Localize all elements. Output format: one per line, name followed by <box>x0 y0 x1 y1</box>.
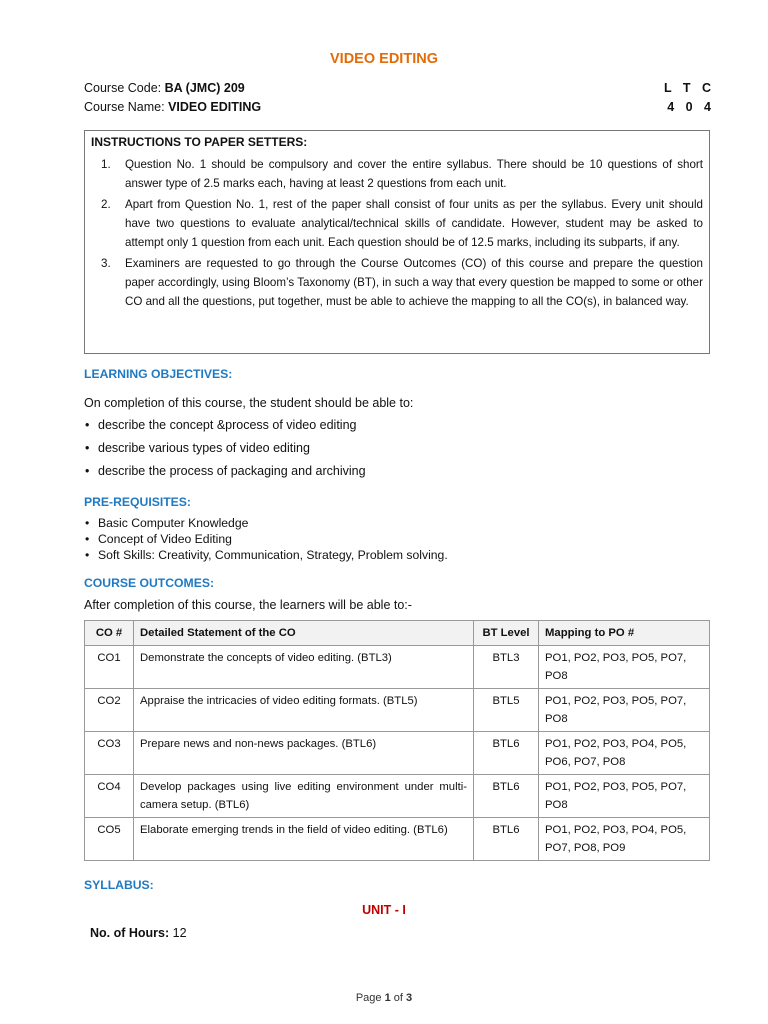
list-item: • describe the concept &process of video editing <box>84 418 366 441</box>
instruction-item <box>91 155 703 193</box>
po-mapping-cell: PO1, PO2, PO3, PO5, PO7, PO8 <box>539 689 710 732</box>
course-code-label: Course Code: <box>84 81 165 95</box>
list-item: • Basic Computer Knowledge <box>84 516 448 532</box>
table-row <box>85 775 710 818</box>
course-name-label: Course Name: <box>84 100 169 114</box>
instruction-text: Apart from Question No. 1, rest of the paper shall consist of four units as per the syllabus. Every unit should have two questions to evaluate analytical/technical skills of candidate. However, student may be asked to attempt only 1 question from each unit. Each question should be of 12.5 marks, including its subparts, if any. <box>125 198 703 249</box>
co-statement-cell: Appraise the intricacies of video editing formats. (BTL5) <box>134 689 474 732</box>
instructions-heading: INSTRUCTIONS TO PAPER SETTERS: <box>91 135 308 149</box>
course-code <box>84 81 245 95</box>
course-outcomes-intro: After completion of this course, the learners will be able to:- <box>84 598 412 612</box>
co-id-cell: CO2 <box>85 689 134 732</box>
column-header: BT Level <box>474 621 539 646</box>
co-id-cell: CO4 <box>85 775 134 818</box>
bt-level-cell: BTL6 <box>474 775 539 818</box>
bt-level-cell: BTL5 <box>474 689 539 732</box>
learning-objectives-heading: LEARNING OBJECTIVES: <box>84 367 233 381</box>
page-number: 1 <box>384 992 391 1004</box>
course-name <box>84 100 261 114</box>
page-total: 3 <box>406 992 413 1004</box>
page-footer <box>0 992 768 1004</box>
learning-objectives-list <box>84 418 366 487</box>
course-outcomes-heading: COURSE OUTCOMES: <box>84 576 215 590</box>
po-mapping-cell: PO1, PO2, PO3, PO4, PO5, PO6, PO7, PO8 <box>539 732 710 775</box>
course-outcomes-table <box>84 620 710 861</box>
of-word: of <box>390 992 407 1004</box>
page-word: Page <box>355 992 385 1004</box>
co-id-cell: CO5 <box>85 818 134 861</box>
instruction-item <box>91 254 703 311</box>
hours-value: 12 <box>172 926 187 940</box>
po-mapping-cell: PO1, PO2, PO3, PO5, PO7, PO8 <box>539 646 710 689</box>
prerequisites-heading: PRE-REQUISITES: <box>84 495 191 509</box>
course-code-value: BA (JMC) 209 <box>164 81 245 95</box>
column-header: CO # <box>85 621 134 646</box>
instruction-item <box>91 195 703 252</box>
co-id-cell: CO3 <box>85 732 134 775</box>
table-row <box>85 732 710 775</box>
instruction-number: 2. <box>101 198 111 211</box>
co-statement-cell: Develop packages using live editing environment under multi-camera setup. (BTL6) <box>134 775 474 818</box>
course-name-value: VIDEO EDITING <box>168 100 262 114</box>
instruction-number: 3. <box>101 257 111 270</box>
list-item: • Soft Skills: Creativity, Communication, Strategy, Problem solving. <box>84 548 448 564</box>
hours-line <box>90 926 187 940</box>
column-header: Mapping to PO # <box>539 621 710 646</box>
table-row <box>85 689 710 732</box>
ltc-header: L T C <box>663 81 712 95</box>
co-statement-cell: Prepare news and non-news packages. (BTL6) <box>134 732 474 775</box>
bt-level-cell: BTL3 <box>474 646 539 689</box>
instruction-text: Examiners are requested to go through the Course Outcomes (CO) of this course and prepare the question paper accordingly, using Bloom’s Taxonomy (BT), in such a way that every question be mapped to some or other CO and all the questions, put together, must be able to achieve the mapping to all the CO(s), in balanced way. <box>125 257 703 308</box>
instruction-text: Question No. 1 should be compulsory and cover the entire syllabus. There should be 10 questions of short answer type of 2.5 marks each, having at least 2 questions from each unit. <box>125 158 703 190</box>
table-header-row <box>85 621 710 646</box>
po-mapping-cell: PO1, PO2, PO3, PO4, PO5, PO7, PO8, PO9 <box>539 818 710 861</box>
co-id-cell: CO1 <box>85 646 134 689</box>
document-title: VIDEO EDITING <box>330 51 438 67</box>
hours-label: No. of Hours: <box>90 926 170 940</box>
column-header: Detailed Statement of the CO <box>134 621 474 646</box>
co-statement-cell: Demonstrate the concepts of video editing. (BTL3) <box>134 646 474 689</box>
list-item: • describe various types of video editing <box>84 441 366 464</box>
bt-level-cell: BTL6 <box>474 732 539 775</box>
instruction-number: 1. <box>101 158 111 171</box>
ltc-values: 4 0 4 <box>667 100 712 114</box>
prerequisites-list <box>84 516 448 564</box>
list-item: • describe the process of packaging and archiving <box>84 464 366 487</box>
unit-title: UNIT - I <box>362 903 406 917</box>
bt-level-cell: BTL6 <box>474 818 539 861</box>
po-mapping-cell: PO1, PO2, PO3, PO5, PO7, PO8 <box>539 775 710 818</box>
syllabus-heading: SYLLABUS: <box>84 878 154 892</box>
list-item: • Concept of Video Editing <box>84 532 448 548</box>
table-row <box>85 818 710 861</box>
co-statement-cell: Elaborate emerging trends in the field of video editing. (BTL6) <box>134 818 474 861</box>
instructions-box <box>84 130 710 354</box>
learning-objectives-intro: On completion of this course, the student should be able to: <box>84 396 414 410</box>
table-row <box>85 646 710 689</box>
